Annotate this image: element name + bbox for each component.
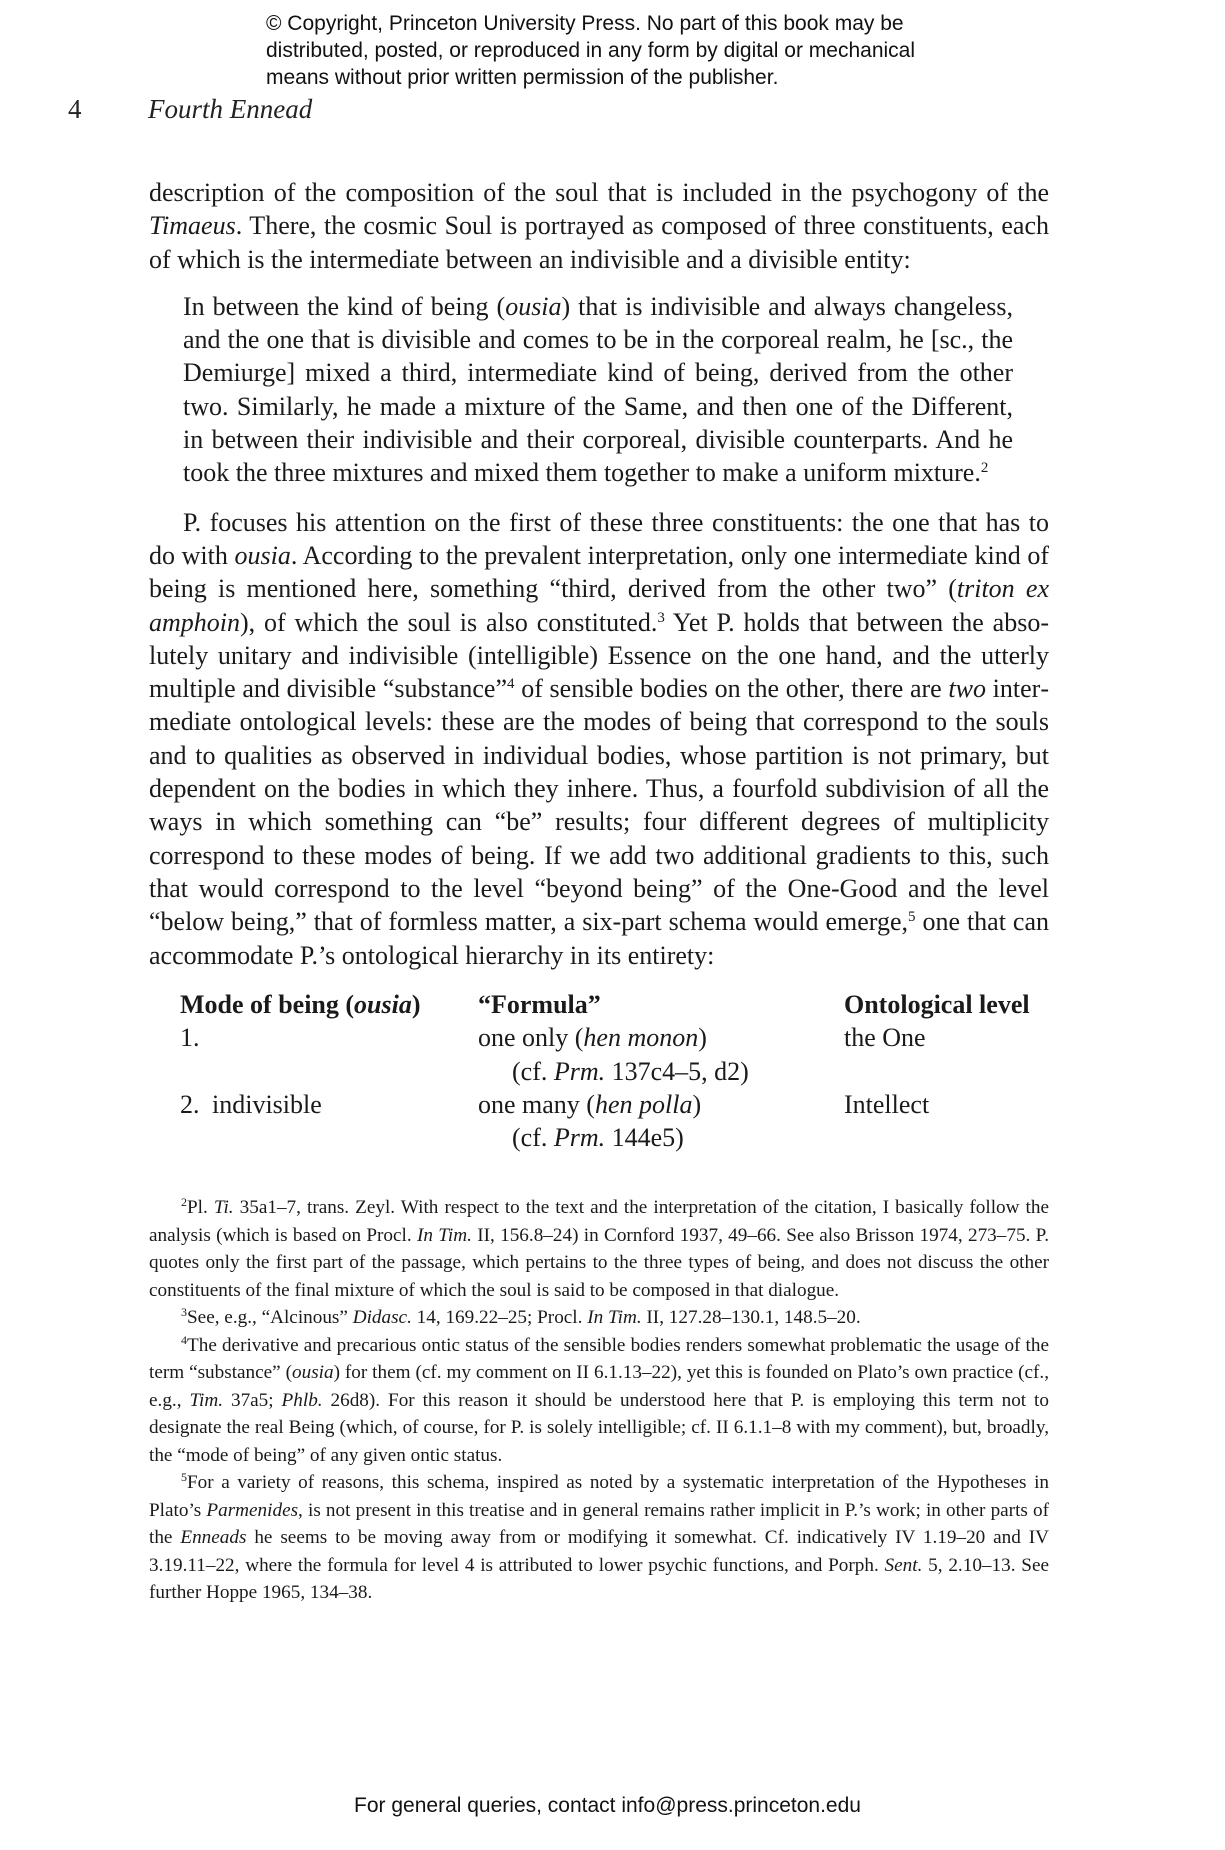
copyright-line-3: means without prior written permission of the publisher. — [266, 66, 779, 89]
schema-row-level: the One — [844, 1023, 926, 1053]
schema-row-level: Intellect — [844, 1089, 930, 1119]
footnote-4: $^4$The derivative and precarious ontic status of the sensible bodies renders somewhat problematic the usage of the term “substance” (ousia) for them (cf. my comment on II 6.1.13–22), yet this is founded on Plato’s own practice (cf., e.g., Tim. 37a5; Phlb. 26d8). For this reason it should be understood here that P. is employing this term not to designate the real Being (which, of course, for P. is solely intelligible; cf. II 6.1.1–8 with my comment), but, broadly, the “mode of being” of any given ontic status. — [149, 1332, 1049, 1466]
footnote-ref-2[interactable]: 2 — [980, 460, 989, 477]
schema-header-level: Ontological level — [844, 990, 1030, 1019]
footnote-ref-5[interactable]: 5 — [908, 909, 916, 926]
schema-header-mode: Mode of being (ousia) — [180, 990, 421, 1019]
footnote-3: $^3$See, e.g., “Alcinous” Didasc. 14, 169.22–25; Procl. In Tim. II, 127.28–130.1, 148.5–20. — [181, 1305, 861, 1328]
schema-row-mode: indivisible — [212, 1089, 322, 1119]
ontology-schema-table — [180, 988, 1060, 1154]
schema-row-ref: (cf. Prm. 137c4–5, d2) — [512, 1056, 749, 1086]
paragraph-2: P. focuses his attention on the first of these three constituents: the one that has to do with ousia. According to the prevalent interpretation, only one intermediate kind of being is mentioned here, something “third, derived from the other two” (triton ex amphoin), of which the soul is also constituted.$^3$ Yet P. holds that between the absolutely unitary and indivisible (intelligible) Essence on the one hand, and the utterly multiple and divisible “substance”$^4$ of sensible bodies on the other, there are two intermediate ontological levels: these are the modes of being that correspond to the souls and to qualities as observed in individual bodies, whose partition is not primary, but dependent on the bodies in which they inhere. Thus, a fourfold subdivision of all the ways in which something can “be” results; four different degrees of multiplicity correspond to these modes of being. If we add two additional gradients to this, such that would correspond to the level “beyond being” of the One-Good and the level “below being,” that of formless matter, a six-part schema would emerge,$^5$ one that can accommodate P.’s ontological hierarchy in its entirety: — [149, 507, 1050, 970]
footnote-ref-3[interactable]: 3 — [657, 609, 665, 626]
schema-header-row — [180, 988, 1060, 1021]
book-title: Fourth Ennead — [148, 94, 313, 124]
contact-footer — [0, 1794, 1225, 1818]
main-text — [149, 176, 1049, 972]
copyright-line-2: distributed, posted, or reproduced in any form by digital or mechanical — [266, 39, 916, 62]
schema-row: 2. indivisible one many (hen polla) Intellect — [180, 1088, 1060, 1121]
schema-row-number: 1. — [180, 1023, 200, 1053]
footnote-ref-4[interactable]: 4 — [507, 676, 515, 693]
schema-row: 1. one only (hen monon) the One — [180, 1021, 1060, 1054]
footnote-2: $^2$Pl. Ti. 35a1–7, trans. Zeyl. With respect to the text and the interpretation of the citation, I basically follow the analysis (which is based on Procl. In Tim. II, 156.8–24) in Cornford 1937, 49–66. See also Brisson 1974, 273–75. P. quotes only the first part of the passage, which pertains to the three types of being, and does not discuss the other constituents of the final mixture of which the soul is said to be composed in that dialogue. — [149, 1195, 1049, 1301]
contact-text: For general queries, contact info@press.princeton.edu — [354, 1794, 861, 1817]
block-quote: In between the kind of being (ousia) that is indivisible and always changeless, and the one that is divisible and comes to be in the corporeal realm, he [sc., the Demiurge] mixed a third, intermediate kind of being, derived from the other two. Similarly, he made a mixture of the Same, and then one of the Different, in between their indivisible and their corporeal, divisible counterparts. And he took the three mixtures and mixed them together to make a uniform mixture.$^2$ — [183, 291, 1013, 488]
running-head — [68, 94, 312, 125]
schema-row-number: 2. — [180, 1089, 200, 1119]
copyright-line-1: © Copyright, Princeton University Press. No part of this book may be — [266, 12, 904, 35]
paragraph-1: description of the composition of the soul that is included in the psychogony of the Timaeus. There, the cosmic Soul is portrayed as composed of three constituents, each of which is the intermediate between an indivisible and a divisible entity: — [149, 178, 1049, 274]
copyright-notice — [266, 10, 1026, 91]
schema-row-ref: (cf. Prm. 144e5) — [512, 1123, 684, 1153]
schema-header-formula: “Formula” — [478, 990, 601, 1019]
footnote-5: $^5$For a variety of reasons, this schema, inspired as noted by a systematic interpretation of the Hypotheses in Plato’s Parmenides, is not present in this treatise and in general remains rather implicit in P.’s work; in other parts of the Enneads he seems to be moving away from or modifying it somewhat. Cf. indicatively IV 1.19–20 and IV 3.19.11–22, where the formula for level 4 is attributed to lower psychic functions, and Porph. Sent. 5, 2.10–13. See further Hoppe 1965, 134–38. — [149, 1470, 1049, 1603]
footnotes — [149, 1194, 1049, 1607]
page-number: 4 — [68, 94, 82, 124]
